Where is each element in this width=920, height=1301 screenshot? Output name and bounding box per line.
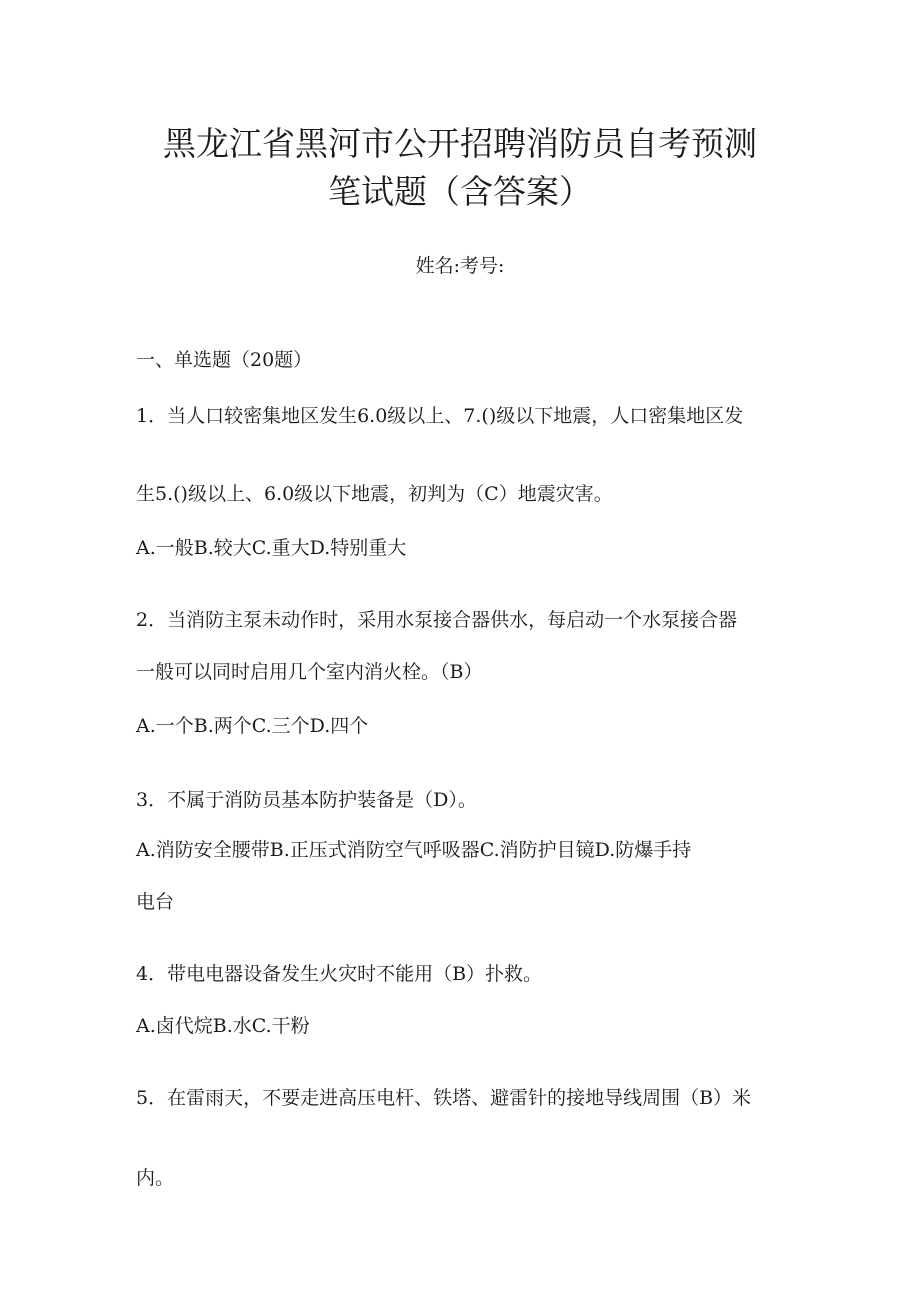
question-5-text: 5．在雷雨天，不要走进高压电杆、铁塔、避雷针的接地导线周围（B）米 — [136, 1087, 752, 1109]
question-2-text-cont: 一般可以同时启用几个室内消火栓。（B） — [136, 661, 483, 683]
question-3-options: A.消防安全腰带B.正压式消防空气呼吸器C.消防护目镜D.防爆手持 — [136, 839, 692, 861]
question-2-options: A.一个B.两个C.三个D.四个 — [136, 715, 369, 737]
question-2-text: 2．当消防主泵未动作时，采用水泵接合器供水，每启动一个水泵接合器 — [136, 609, 738, 631]
question-1-text: 1．当人口较密集地区发生6.0级以上、7.()级以下地震，人口密集地区发 — [136, 405, 744, 427]
question-1-text-cont: 生5.()级以上、6.0级以下地震，初判为（C）地震灾害。 — [136, 483, 613, 505]
question-4-options: A.卤代烷B.水C.干粉 — [136, 1015, 310, 1037]
question-3-text: 3．不属于消防员基本防护装备是（D）。 — [136, 789, 477, 811]
section-heading: 一、单选题（20题） — [136, 349, 313, 371]
document-title-line-1: 黑龙江省黑河市公开招聘消防员自考预测 — [163, 124, 757, 163]
question-1-options: A.一般B.较大C.重大D.特别重大 — [136, 537, 407, 559]
document-title-line-2: 笔试题（含答案） — [328, 172, 592, 211]
question-3-options-cont: 电台 — [136, 891, 175, 913]
question-4-text: 4．带电电器设备发生火灾时不能用（B）扑救。 — [136, 963, 543, 985]
question-5-text-cont: 内。 — [136, 1167, 175, 1189]
name-exam-number-field: 姓名:考号: — [415, 255, 505, 277]
